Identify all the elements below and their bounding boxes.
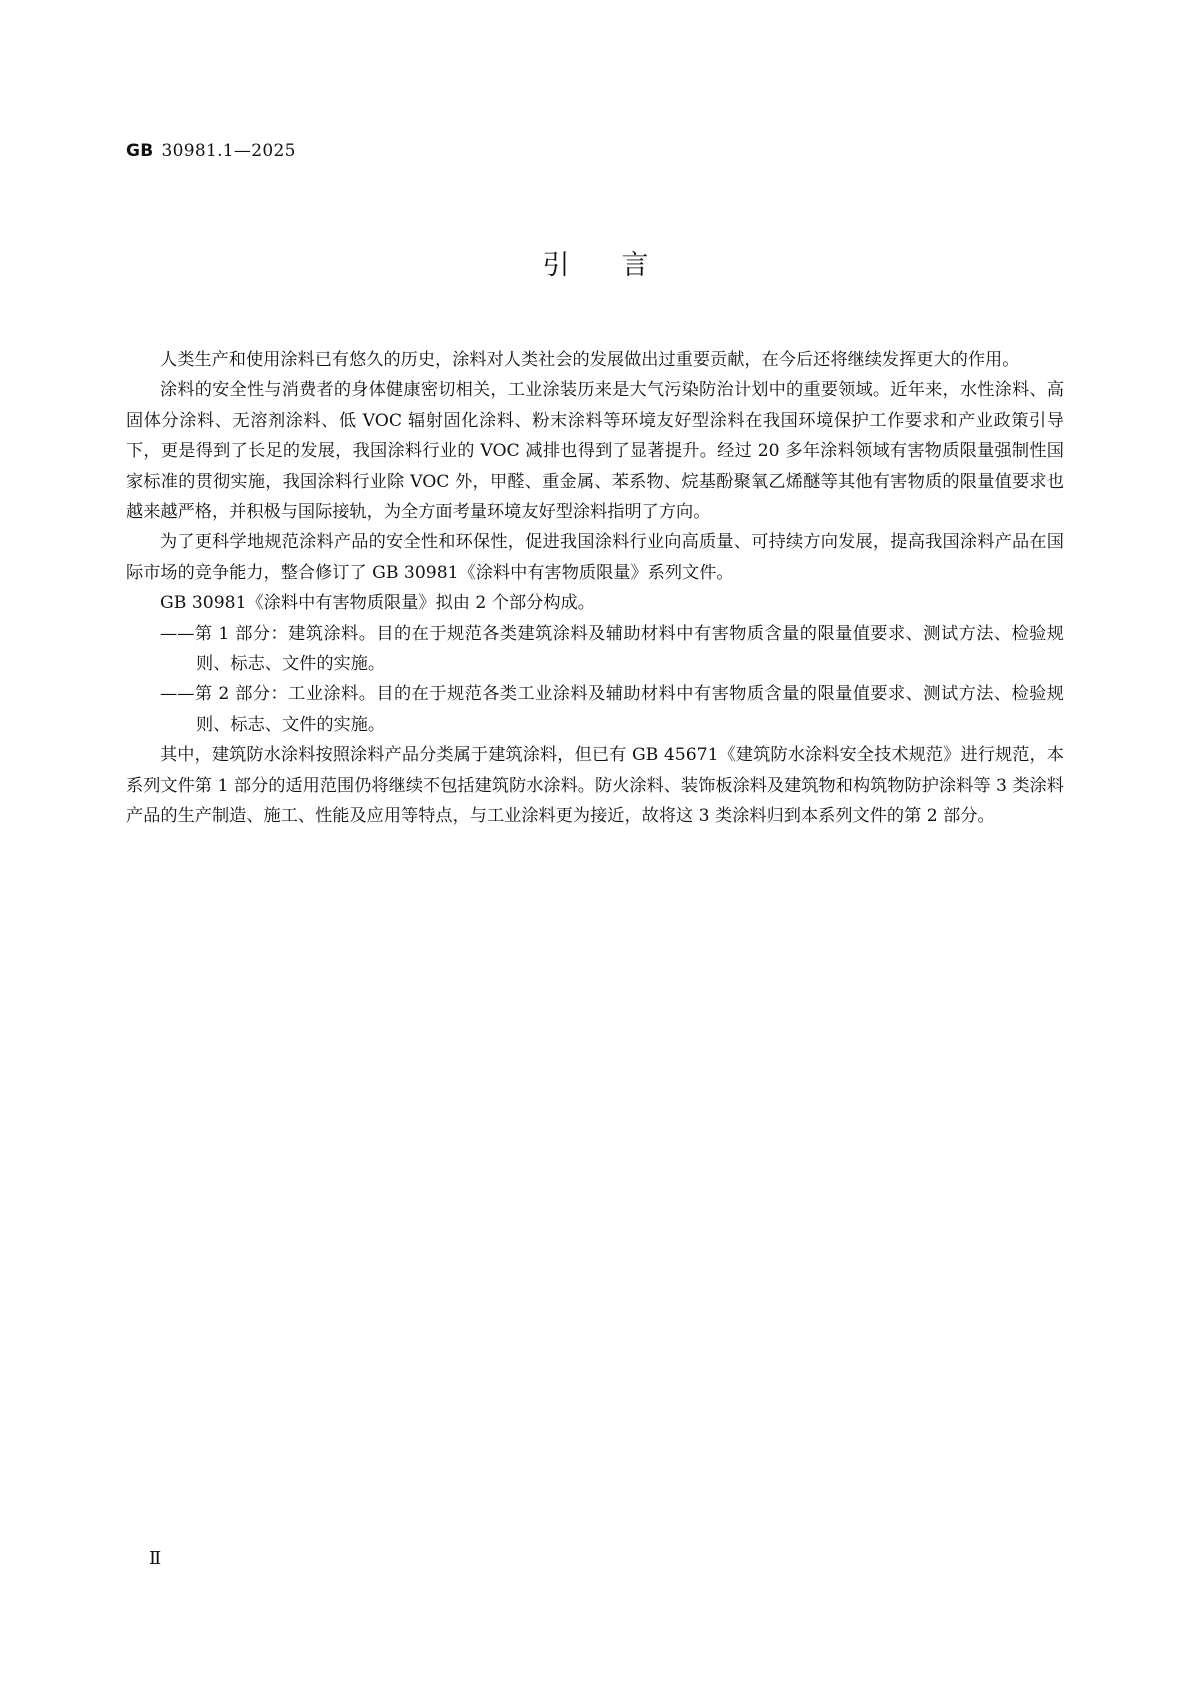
paragraph-structure: GB 30981《涂料中有害物质限量》拟由 2 个部分构成。 xyxy=(160,593,595,614)
paragraph-safety: 涂料的安全性与消费者的身体健康密切相关，工业涂装历来是大气污染防治计划中的重要领域。近年来，水性涂料、高固体分涂料、无溶剂涂料、低 VOC 辐射固化涂料、粉末涂料等环境友好型涂料在我国环境保护工作要求和产业政策引导下，更是得到了长足的发展，我国涂料行业的 VOC 减排也得到了显著提升。经过 20 多年涂料领域有害物质限量强制性国家标准的贯彻实施，我国涂料行业除 VOC 外，甲醛、重金属、苯系物、烷基酚聚氧乙烯醚等其他有害物质的限量值要求也越来越严格，并积极与国际接轨，为全方面考量环境友好型涂料指明了方向。 xyxy=(126,380,1064,523)
list-item-part-2: ——第 2 部分：工业涂料。目的在于规范各类工业涂料及辅助材料中有害物质含量的限量值要求、测试方法、检验规则、标志、文件的实施。 xyxy=(160,684,1064,735)
standard-number: 30981.1—2025 xyxy=(161,141,296,161)
paragraph-history: 人类生产和使用涂料已有悠久的历史，涂料对人类社会的发展做出过重要贡献，在今后还将继续发挥更大的作用。 xyxy=(160,350,1020,370)
list-item-part-1: ——第 1 部分：建筑涂料。目的在于规范各类建筑涂料及辅助材料中有害物质含量的限量值要求、测试方法、检验规则、标志、文件的实施。 xyxy=(160,623,1064,675)
paragraph-purpose: 为了更科学地规范涂料产品的安全性和环保性，促进我国涂料行业向高质量、可持续方向发展，提高我国涂料产品在国际市场的竞争能力，整合修订了 GB 30981《涂料中有害物质限量》系列文件。 xyxy=(126,532,1064,583)
standard-code xyxy=(126,141,296,161)
page-title: 引言 xyxy=(542,250,701,281)
page-number: Ⅱ xyxy=(149,1548,162,1569)
paragraph-scope-note: 其中，建筑防水涂料按照涂料产品分类属于建筑涂料，但已有 GB 45671《建筑防水涂料安全技术规范》进行规范，本系列文件第 1 部分的适用范围仍将继续不包括建筑防水涂料。防火涂料、装饰板涂料及建筑物和构筑物防护涂料等 3 类涂料产品的生产制造、施工、性能及应用等特点，与工业涂料更为接近，故将这 3 类涂料归到本系列文件的第 2 部分。 xyxy=(126,745,1064,827)
standard-prefix: GB xyxy=(126,141,154,161)
document-body xyxy=(126,345,1064,832)
